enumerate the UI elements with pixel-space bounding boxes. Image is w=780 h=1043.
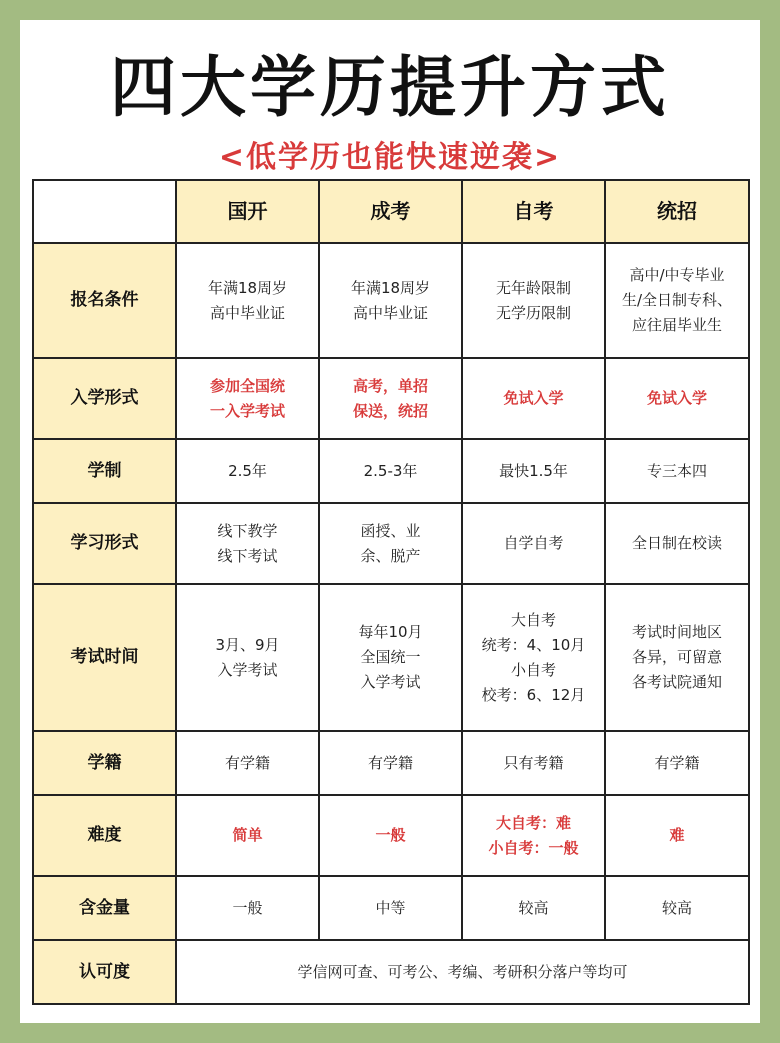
table-cell: 每年10月 全国统一 入学考试 [319,584,462,731]
table-cell: 2.5年 [176,439,319,503]
table-cell: 一般 [176,876,319,940]
table-cell: 只有考籍 [462,731,605,795]
table-cell: 难 [605,795,749,876]
table-cell: 专三本四 [605,439,749,503]
table-cell: 3月、9月 入学考试 [176,584,319,731]
table-cell: 函授、业 余、脱产 [319,503,462,584]
table-cell: 考试时间地区 各异，可留意 各考试院通知 [605,584,749,731]
comparison-table [32,179,750,1005]
table-row [33,876,749,940]
table-cell: 年满18周岁 高中毕业证 [176,243,319,358]
table-cell: 较高 [605,876,749,940]
column-header-chengkao: 成考 [319,180,462,243]
row-label: 学制 [33,439,176,503]
table-row [33,584,749,731]
corner-cell [33,180,176,243]
row-label: 学籍 [33,731,176,795]
table-cell: 免试入学 [605,358,749,439]
row-label: 难度 [33,795,176,876]
table-cell: 免试入学 [462,358,605,439]
table-row [33,731,749,795]
infographic-card [20,20,760,1023]
table-cell: 有学籍 [319,731,462,795]
table-cell: 大自考：难 小自考：一般 [462,795,605,876]
row-label: 认可度 [33,940,176,1004]
table-cell: 2.5-3年 [319,439,462,503]
column-header-guokai: 国开 [176,180,319,243]
table-cell: 大自考 统考：4、10月 小自考 校考：6、12月 [462,584,605,731]
row-label: 报名条件 [33,243,176,358]
table-cell: 中等 [319,876,462,940]
table-cell: 较高 [462,876,605,940]
column-header-tongzhao: 统招 [605,180,749,243]
table-row [33,358,749,439]
table-cell: 全日制在校读 [605,503,749,584]
table-cell: 有学籍 [605,731,749,795]
table-cell: 最快1.5年 [462,439,605,503]
row-label: 考试时间 [33,584,176,731]
table-cell: 无年龄限制 无学历限制 [462,243,605,358]
row-label: 入学形式 [33,358,176,439]
table-cell: 参加全国统 一入学考试 [176,358,319,439]
table-cell: 简单 [176,795,319,876]
header-row [33,180,749,243]
row-label: 含金量 [33,876,176,940]
table-cell: 高中/中专毕业 生/全日制专科、 应往届毕业生 [605,243,749,358]
table-cell: 年满18周岁 高中毕业证 [319,243,462,358]
page-subtitle: <低学历也能快速逆袭> [218,140,562,175]
column-header-zikao: 自考 [462,180,605,243]
row-label: 学习形式 [33,503,176,584]
table-cell: 高考，单招 保送，统招 [319,358,462,439]
merged-cell: 学信网可查、可考公、考编、考研积分落户等均可 [176,940,749,1004]
table-row [33,503,749,584]
table-cell: 有学籍 [176,731,319,795]
page-title: 四大学历提升方式 [110,49,670,126]
table-cell: 自学自考 [462,503,605,584]
table-row [33,795,749,876]
table-row [33,243,749,358]
table-row [33,940,749,1004]
table-row [33,439,749,503]
table-cell: 一般 [319,795,462,876]
table-cell: 线下教学 线下考试 [176,503,319,584]
